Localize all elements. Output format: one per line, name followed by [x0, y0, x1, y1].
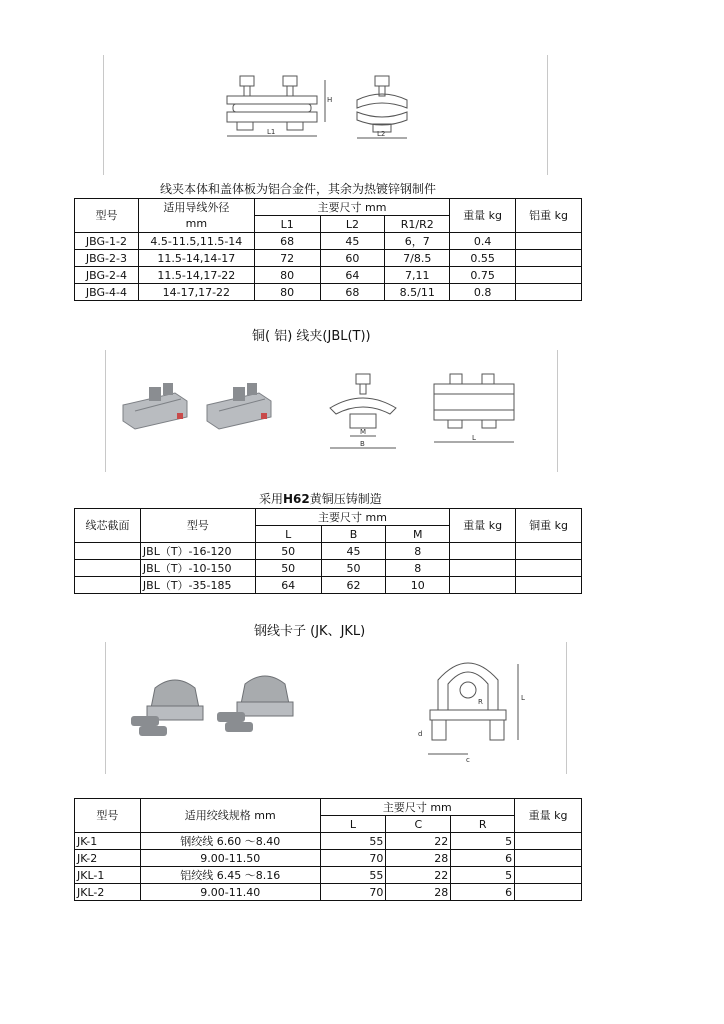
cell-core [75, 560, 141, 577]
header-weight: 重量 kg [515, 799, 582, 833]
cell-m: 10 [386, 577, 450, 594]
header-c: C [386, 816, 451, 833]
cell-diameter: 4.5-11.5,11.5-14 [138, 233, 254, 250]
cell-l: 70 [320, 850, 386, 867]
header-r1r2: R1/R2 [385, 216, 450, 233]
cell-r: 6，7 [385, 233, 450, 250]
cell-weight [450, 577, 516, 594]
cell-model: JKL-1 [75, 867, 141, 884]
cell-l: 55 [320, 867, 386, 884]
cell-core [75, 543, 141, 560]
table-row [75, 560, 582, 577]
header-weight: 重量 kg [450, 199, 516, 233]
header-cu-weight: 铜重 kg [516, 509, 582, 543]
drawing-label-l2: L2 [377, 130, 386, 138]
cell-l2: 60 [320, 250, 385, 267]
cell-weight: 0.55 [450, 250, 516, 267]
cell-c: 28 [386, 850, 451, 867]
cell-weight [450, 560, 516, 577]
table-row [75, 250, 582, 267]
cell-model: JBG-4-4 [75, 284, 139, 301]
jbg-spec-table [74, 198, 582, 301]
figure1-right-border [547, 55, 548, 175]
cell-l: 55 [320, 833, 386, 850]
cell-c: 28 [386, 884, 451, 901]
header-main-dims: 主要尺寸 mm [255, 509, 449, 526]
header-weight: 重量 kg [450, 509, 516, 543]
cell-r: 7/8.5 [385, 250, 450, 267]
cell-al-weight [516, 267, 582, 284]
header-wire-diameter: 适用导线外径 [138, 199, 254, 216]
cell-r: 5 [451, 867, 515, 884]
cell-model: JK-2 [75, 850, 141, 867]
cell-l: 70 [320, 884, 386, 901]
jbl-clamp-photo [115, 375, 295, 445]
cell-l2: 64 [320, 267, 385, 284]
section3-title: 钢线卡子 (JK、JKL) [254, 624, 366, 639]
cell-model: JBG-2-4 [75, 267, 139, 284]
cell-model: JBL（T）-16-120 [140, 543, 255, 560]
cell-l2: 45 [320, 233, 385, 250]
header-l: L [320, 816, 386, 833]
figure2-right-border [557, 350, 558, 472]
header-model: 型号 [75, 799, 141, 833]
cell-cu-weight [516, 577, 582, 594]
drawing-label-l1: L1 [267, 128, 276, 136]
figure3-left-border [105, 642, 106, 774]
header-wire-unit: mm [138, 216, 254, 233]
cell-al-weight [516, 250, 582, 267]
caption-post: 黄铜压铸制造 [309, 492, 382, 506]
table-row [75, 267, 582, 284]
jbg-clamp-side-drawing [345, 70, 425, 150]
cell-b: 62 [321, 577, 386, 594]
header-l1: L1 [254, 216, 320, 233]
header-b: B [321, 526, 386, 543]
jbl-clamp-front-drawing [430, 368, 520, 458]
cell-l1: 80 [254, 267, 320, 284]
cell-r: 6 [451, 884, 515, 901]
cell-weight: 0.75 [450, 267, 516, 284]
cell-m: 8 [386, 543, 450, 560]
jbl-spec-table [74, 508, 582, 594]
figure1-left-border [103, 55, 104, 175]
header-model: 型号 [140, 509, 255, 543]
header-l: L [255, 526, 321, 543]
cell-r: 5 [451, 833, 515, 850]
table-row [75, 543, 582, 560]
header-l2: L2 [320, 216, 385, 233]
header-spec: 适用绞线规格 mm [140, 799, 320, 833]
cell-model: JBG-1-2 [75, 233, 139, 250]
caption-bold: H62 [283, 492, 310, 506]
table-row [75, 884, 582, 901]
drawing-label-b: B [360, 440, 365, 448]
cell-l1: 80 [254, 284, 320, 301]
cell-weight [450, 543, 516, 560]
cell-weight [515, 833, 582, 850]
cell-b: 45 [321, 543, 386, 560]
section1-caption: 线夹本体和盖体板为铝合金件，其余为热镀锌钢制件 [160, 182, 437, 196]
cell-l: 50 [255, 560, 321, 577]
drawing-label-l: L [472, 434, 476, 442]
cell-core [75, 577, 141, 594]
jk-spec-table [74, 798, 582, 901]
drawing-label-h: H [327, 96, 333, 104]
cell-weight [515, 884, 582, 901]
header-al-weight: 铝重 kg [516, 199, 582, 233]
figure2-left-border [105, 350, 106, 472]
header-core-section: 线芯截面 [75, 509, 141, 543]
table-row [75, 867, 582, 884]
cell-l: 64 [255, 577, 321, 594]
cell-spec: 钢绞线 6.60 ～8.40 [140, 833, 320, 850]
jbl-clamp-side-drawing [320, 368, 410, 458]
drawing-label-m: M [360, 428, 367, 436]
cell-diameter: 14-17,17-22 [138, 284, 254, 301]
table-row [75, 850, 582, 867]
drawing-label-r: R [478, 698, 483, 706]
cell-weight: 0.4 [450, 233, 516, 250]
table-row [75, 577, 582, 594]
jk-clamp-drawing [408, 650, 538, 765]
cell-r: 7,11 [385, 267, 450, 284]
cell-l2: 68 [320, 284, 385, 301]
header-m: M [386, 526, 450, 543]
cell-weight [515, 850, 582, 867]
cell-model: JBL（T）-10-150 [140, 560, 255, 577]
cell-spec: 铝绞线 6.45 ～8.16 [140, 867, 320, 884]
jbg-clamp-front-drawing [215, 70, 335, 150]
cell-diameter: 11.5-14,14-17 [138, 250, 254, 267]
cell-spec: 9.00-11.40 [140, 884, 320, 901]
section2-caption [259, 490, 382, 507]
table-row [75, 284, 582, 301]
header-main-dims: 主要尺寸 mm [254, 199, 449, 216]
cell-m: 8 [386, 560, 450, 577]
cell-c: 22 [386, 833, 451, 850]
header-main-dims: 主要尺寸 mm [320, 799, 515, 816]
cell-cu-weight [516, 543, 582, 560]
cell-model: JBG-2-3 [75, 250, 139, 267]
cell-diameter: 11.5-14,17-22 [138, 267, 254, 284]
cell-cu-weight [516, 560, 582, 577]
section2-title: 铜( 铝) 线夹(JBL(T)) [252, 329, 371, 344]
cell-model: JKL-2 [75, 884, 141, 901]
cell-weight: 0.8 [450, 284, 516, 301]
cell-weight [515, 867, 582, 884]
cell-l1: 68 [254, 233, 320, 250]
figure3-right-border [566, 642, 567, 774]
drawing-label-d: d [418, 730, 423, 738]
cell-l1: 72 [254, 250, 320, 267]
cell-b: 50 [321, 560, 386, 577]
jk-clamp-photo [125, 668, 315, 748]
cell-l: 50 [255, 543, 321, 560]
table-row [75, 833, 582, 850]
cell-model: JK-1 [75, 833, 141, 850]
cell-r: 6 [451, 850, 515, 867]
drawing-label-l: L [521, 694, 525, 702]
cell-al-weight [516, 284, 582, 301]
cell-c: 22 [386, 867, 451, 884]
header-r: R [451, 816, 515, 833]
drawing-label-c: c [466, 756, 470, 764]
cell-spec: 9.00-11.50 [140, 850, 320, 867]
cell-model: JBL（T）-35-185 [140, 577, 255, 594]
caption-pre: 采用 [259, 492, 284, 506]
cell-r: 8.5/11 [385, 284, 450, 301]
table-row [75, 233, 582, 250]
header-model: 型号 [75, 199, 139, 233]
cell-al-weight [516, 233, 582, 250]
